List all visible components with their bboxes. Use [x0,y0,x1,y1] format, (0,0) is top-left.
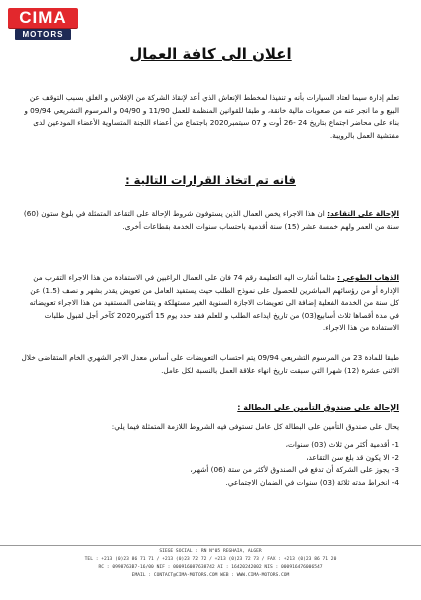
footer [0,548,421,580]
decisions-title: فانه تم اتخاذ القرارات التالية : [125,173,296,187]
page-title: اعلان الى كافة العمال [129,45,292,63]
voluntary-paragraph [19,272,399,335]
voluntary-lead: الذهاب الطوعي : [337,273,399,282]
footer-address: SIEGE SOCIAL : RN N°05 REGHAIA, ALGER [159,549,262,554]
list-item: 4- انخراط مدته ثلاثة (03) سنوات في الضمان الاجتماعي. [225,477,399,487]
unemployment-heading: الإحالة على صندوق التأمين على البطالة : [237,403,399,412]
retirement-lead: الإحالة على التقاعد: [327,209,399,218]
footer-divider [0,545,421,546]
article-paragraph: طبقا للمادة 23 من المرسوم التشريعي 09/94 يتم احتساب التعويضات على أساس معدل الاجر الشهري الخام المتقاضى خلال الاثنى عشرة (12) شهرا التي سبقت تاريخ انهاء علاقة العمل بالنسبة لكل عامل. [21,353,399,375]
footer-registration: RC : 0998763B7-16/00 NIF : 000916087638742 AI : 16420242002 NIS : 000916476006547 [98,565,323,570]
unemployment-section [19,402,399,490]
list-item: 3- يجوز على الشركة أن تدفع في الصندوق لأكثر من ستة (06) أشهر، [190,465,399,475]
retirement-text: ان هذا الاجراء يخص العمال الذين يستوفون شروط الإحالة على التقاعد المتمثلة في بلوغ ستون (60) سنة من العمر ولهم خمسة عشر (15) سنة أقدمية باحتساب سنوات الخدمة بقطاعات أخرى. [23,209,399,231]
intro-paragraph: تعلم إدارة سيما لعتاد السيارات بأنه و تنفيذا لمخطط الإنعاش الذي أعد لإنقاذ الشركة من الإفلاس و الغلق بسبب التوقف عن البيع و ما انجر عنه من صعوبات مالية خانقة، و طبقا للقوانين المنظمة للعمل 11/90 و 04/90 و المرسوم التشريعي 09/94 و بناء على محاضر اجتماع بتاريخ 24 -26 أوت و 07 سبتمبر2020 باجتماع من أعضاء اللجنة المتساوية الأعضاء المودعين لدى مفتشية العمل بالرويبة. [24,93,399,140]
voluntary-text: مثلما أشارت اليه التعليمة رقم 74 فان على العمال الراغبين في الاستفادة من هذا الاجراء التقرب من الإدارة أو من رؤسائهم المباشرين للحصول على نموذج الطلب حيث يستفيد العامل من تعويض يقدر بشهر و نصف (1.5) عن كل سنة من الخدمة الفعلية إضافة الى تعويضات الاجازة السنوية الغير مستهلكة و يتقاضى المستفيد من هذا الاجراء تعويضاته في مدة أقصاها ثلاث أسابيع(03) من تاريخ ايداعه الطلب و للعلم فقد حدد يوم 15 أكتوبر2020 كآخر أجل لقبول طلبات الاستفادة من هذا الاجراء. [29,273,399,333]
footer-phones: TEL : +213 (0)23 86 71 71 / +213 (0)23 72 72 / +213 (0)23 72 73 / FAX : +213 (0)23 86 71 20 [84,557,337,562]
conditions-list [19,439,399,489]
list-item: 1- أقدمية أكثر من ثلاث (03) سنوات، [285,440,399,450]
cima-motors-logo [8,8,78,44]
logo-sub-text: MOTORS [15,29,71,40]
unemployment-intro: يحال على صندوق التأمين على البطالة كل عامل تستوفى فيه الشروط اللازمة المتمثلة فيما يلي: [111,421,399,431]
retirement-paragraph [19,208,399,233]
list-item: 2- الا يكون قد بلغ سن التقاعد، [306,452,399,462]
logo-main-text: CIMA [8,8,78,28]
footer-contact: EMAIL : CONTACT@CIMA-MOTORS.COM WEB : WWW.CIMA-MOTORS.COM [131,573,290,578]
